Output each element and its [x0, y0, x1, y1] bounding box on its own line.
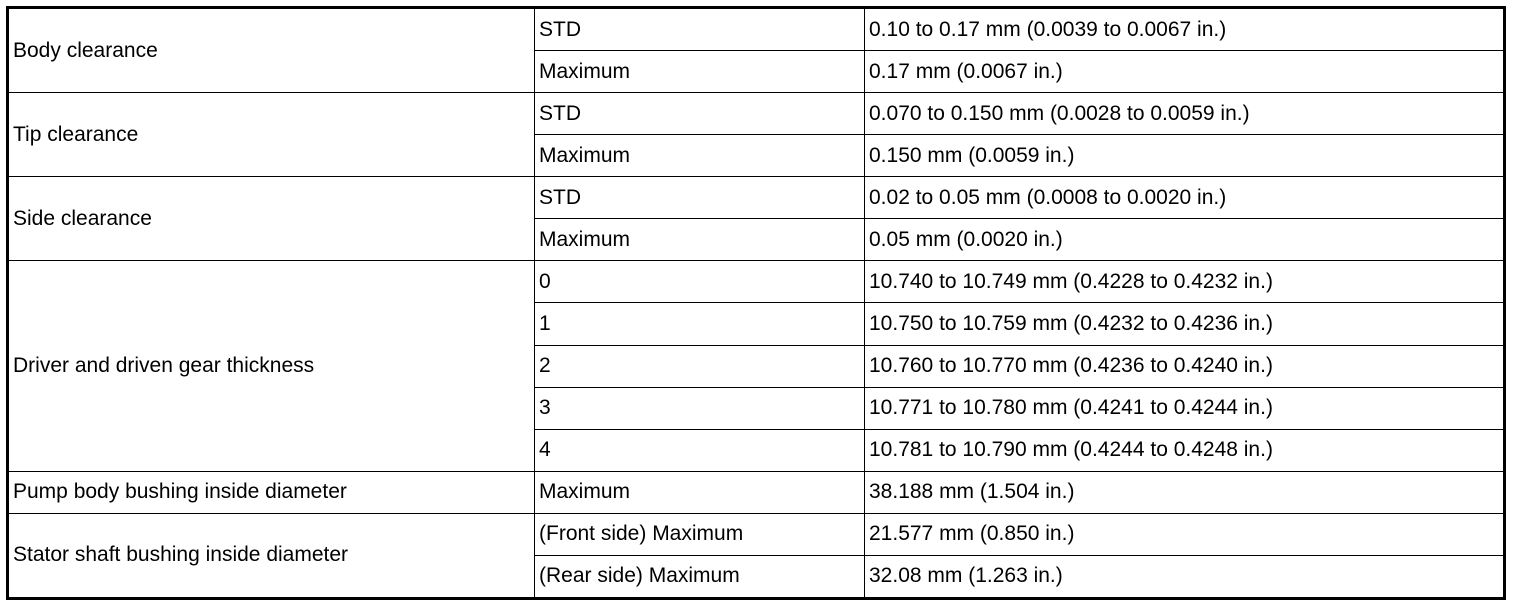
item-cell: Tip clearance	[8, 93, 535, 177]
condition-cell: STD	[535, 8, 865, 51]
table-row	[8, 261, 1505, 303]
value-cell: 10.750 to 10.759 mm (0.4232 to 0.4236 in.)	[865, 303, 1505, 345]
table-row	[8, 471, 1505, 513]
condition-cell: 0	[535, 261, 865, 303]
value-cell: 10.740 to 10.749 mm (0.4228 to 0.4232 in.)	[865, 261, 1505, 303]
condition-cell: Maximum	[535, 135, 865, 177]
value-cell: 0.10 to 0.17 mm (0.0039 to 0.0067 in.)	[865, 8, 1505, 51]
item-cell: Stator shaft bushing inside diameter	[8, 513, 535, 598]
condition-cell: 1	[535, 303, 865, 345]
value-cell: 10.781 to 10.790 mm (0.4244 to 0.4248 in.)	[865, 429, 1505, 471]
value-cell: 0.150 mm (0.0059 in.)	[865, 135, 1505, 177]
table-row	[8, 8, 1505, 51]
item-cell: Driver and driven gear thickness	[8, 261, 535, 471]
table-row	[8, 93, 1505, 135]
value-cell: 0.17 mm (0.0067 in.)	[865, 51, 1505, 93]
value-cell: 32.08 mm (1.263 in.)	[865, 555, 1505, 598]
table-row	[8, 177, 1505, 219]
value-cell: 10.771 to 10.780 mm (0.4241 to 0.4244 in.)	[865, 387, 1505, 429]
value-cell: 0.05 mm (0.0020 in.)	[865, 219, 1505, 261]
value-cell: 0.02 to 0.05 mm (0.0008 to 0.0020 in.)	[865, 177, 1505, 219]
condition-cell: (Rear side) Maximum	[535, 555, 865, 598]
condition-cell: STD	[535, 93, 865, 135]
item-cell: Pump body bushing inside diameter	[8, 471, 535, 513]
condition-cell: Maximum	[535, 219, 865, 261]
item-cell: Body clearance	[8, 8, 535, 93]
condition-cell: Maximum	[535, 471, 865, 513]
condition-cell: 3	[535, 387, 865, 429]
table-row	[8, 513, 1505, 555]
item-cell: Side clearance	[8, 177, 535, 261]
value-cell: 10.760 to 10.770 mm (0.4236 to 0.4240 in.)	[865, 345, 1505, 387]
condition-cell: STD	[535, 177, 865, 219]
value-cell: 38.188 mm (1.504 in.)	[865, 471, 1505, 513]
value-cell: 21.577 mm (0.850 in.)	[865, 513, 1505, 555]
condition-cell: Maximum	[535, 51, 865, 93]
value-cell: 0.070 to 0.150 mm (0.0028 to 0.0059 in.)	[865, 93, 1505, 135]
condition-cell: 2	[535, 345, 865, 387]
condition-cell: (Front side) Maximum	[535, 513, 865, 555]
specification-table	[6, 6, 1506, 600]
condition-cell: 4	[535, 429, 865, 471]
